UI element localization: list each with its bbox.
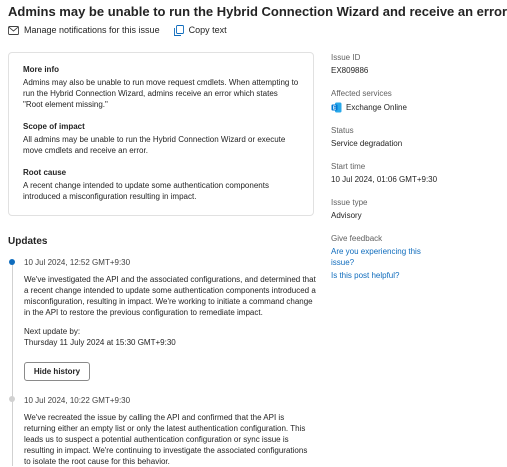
scope-body: All admins may be unable to run the Hybrid Connection Wizard or execute move cmdlets and receive an error. bbox=[23, 135, 286, 155]
affected-services-label: Affected services bbox=[331, 89, 392, 98]
next-update-label: Next update by: bbox=[24, 327, 81, 336]
status-label: Status bbox=[331, 126, 354, 135]
manage-notifications-button[interactable] bbox=[8, 25, 160, 35]
affected-services-group bbox=[331, 88, 446, 113]
issue-type-group bbox=[331, 197, 446, 221]
copy-icon bbox=[174, 25, 184, 36]
more-info-heading: More info bbox=[23, 65, 59, 74]
update-text: We've recreated the issue by calling the API and confirmed that the API is returning either an empty list or only the latest authentication configuration. This leads us to suspect a potential authentication configuration or sync issue is resulting in impact. We're continuing to investigate the associated configurations to isolate the root cause for this behavior. bbox=[24, 413, 308, 466]
issue-type-label: Issue type bbox=[331, 198, 368, 207]
status-value: Service degradation bbox=[331, 139, 403, 148]
next-update-value: Thursday 11 July 2024 at 15:30 GMT+9:30 bbox=[24, 338, 176, 347]
update-timestamp: 10 Jul 2024, 10:22 GMT+9:30 bbox=[24, 396, 131, 405]
action-bar bbox=[8, 23, 241, 37]
issue-sidebar bbox=[331, 52, 446, 293]
issue-type-value: Advisory bbox=[331, 211, 362, 220]
svg-text:E: E bbox=[332, 105, 337, 112]
experiencing-issue-link[interactable]: Are you experiencing this issue? bbox=[331, 247, 421, 267]
update-item bbox=[24, 395, 316, 467]
scope-section bbox=[23, 121, 299, 156]
feedback-label: Give feedback bbox=[331, 234, 383, 243]
mail-icon bbox=[8, 26, 19, 35]
page-title: Admins may be unable to run the Hybrid Connection Wizard and receive an error bbox=[8, 4, 507, 19]
start-time-value: 10 Jul 2024, 01:06 GMT+9:30 bbox=[331, 175, 438, 184]
status-group bbox=[331, 125, 446, 149]
affected-service-name: Exchange Online bbox=[346, 103, 407, 112]
more-info-section bbox=[23, 64, 299, 110]
copy-text-label: Copy text bbox=[188, 25, 227, 35]
more-info-body: Admins may also be unable to run move request cmdlets. When attempting to run the Hybrid Connection Wizard, admins receive an error which states "Root element missing." bbox=[23, 78, 299, 109]
root-cause-heading: Root cause bbox=[23, 168, 67, 177]
root-cause-section bbox=[23, 167, 299, 202]
start-time-label: Start time bbox=[331, 162, 366, 171]
timeline-dot-current bbox=[9, 259, 15, 265]
manage-notifications-label: Manage notifications for this issue bbox=[24, 25, 160, 35]
start-time-group bbox=[331, 161, 446, 185]
affected-service bbox=[331, 102, 446, 113]
scope-heading: Scope of impact bbox=[23, 122, 85, 131]
hide-history-button[interactable]: Hide history bbox=[24, 362, 90, 381]
root-cause-body: A recent change intended to update some authentication components introduced a misconfiguration resulting in impact. bbox=[23, 181, 269, 201]
copy-text-button[interactable] bbox=[174, 25, 227, 36]
updates-heading: Updates bbox=[8, 236, 48, 247]
update-timestamp: 10 Jul 2024, 12:52 GMT+9:30 bbox=[24, 258, 131, 267]
timeline-dot-past bbox=[9, 396, 15, 402]
issue-id-label: Issue ID bbox=[331, 53, 361, 62]
update-item bbox=[24, 257, 316, 348]
post-helpful-link[interactable]: Is this post helpful? bbox=[331, 271, 400, 280]
feedback-group bbox=[331, 233, 446, 281]
timeline-line bbox=[12, 262, 13, 466]
details-card bbox=[8, 52, 314, 216]
exchange-icon bbox=[331, 102, 342, 113]
issue-id-group bbox=[331, 52, 446, 76]
update-text: We've investigated the API and the associated configurations, and determined that a recent change intended to update some authentication components introduced a misconfiguration, resulting in impact. We're working to initiate a command change in the API to restore the previous configuration to remediate impact. bbox=[24, 275, 316, 317]
issue-id-value: EX809886 bbox=[331, 66, 369, 75]
